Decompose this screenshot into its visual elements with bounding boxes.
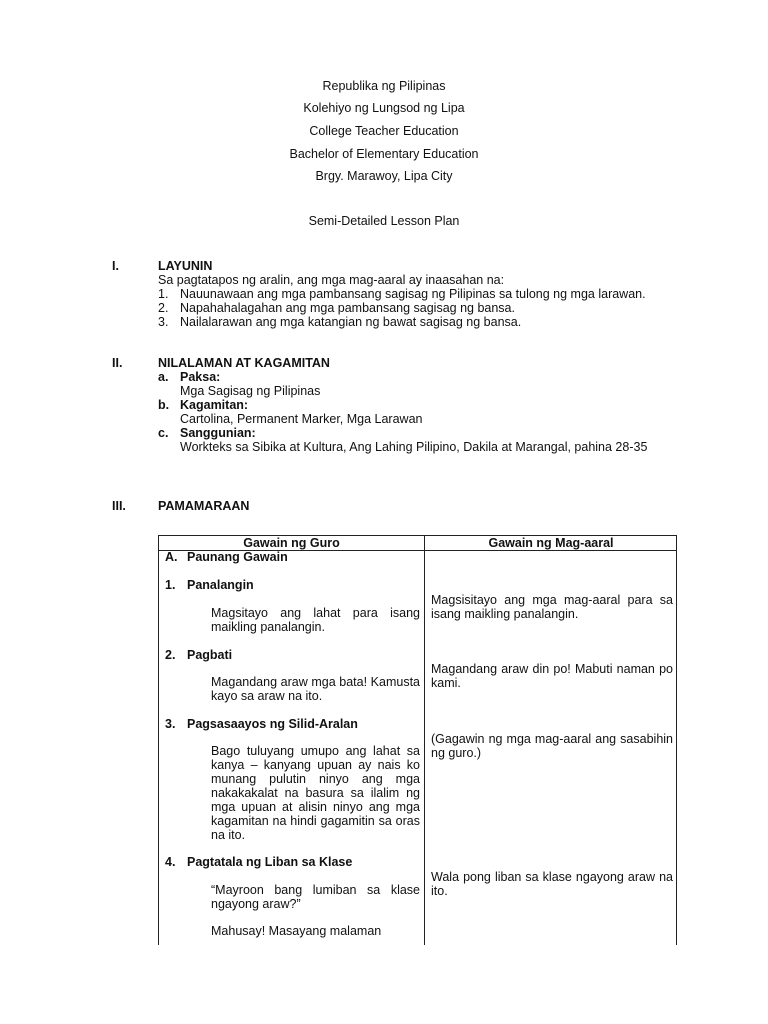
- section-2-title: NILALAMAN AT KAGAMITAN: [158, 356, 330, 370]
- step-3-magaaral-text: (Gagawin ng mga mag-aaral ang sasabihin ng guro.): [431, 732, 673, 760]
- step-title: Pagbati: [187, 648, 233, 662]
- step-number: 1.: [165, 578, 176, 592]
- objective-item: [158, 315, 678, 329]
- header-college: Kolehiyo ng Lungsod ng Lipa: [303, 101, 465, 115]
- column-header-magaaral: Gawain ng Mag-aaral: [488, 536, 614, 550]
- kagamitan-label: [158, 398, 678, 412]
- step-4-magaaral-text: Wala pong liban sa klase ngayong araw na ito.: [431, 870, 673, 898]
- sanggunian-label: [158, 426, 678, 440]
- column-header-guro: Gawain ng Guro: [243, 536, 340, 550]
- section-2-number: II.: [112, 356, 123, 370]
- step-4-guro-text-continued: Mahusay! Masayang malaman: [211, 924, 382, 938]
- objective-item: [158, 301, 678, 315]
- sanggunian-label-text: Sanggunian:: [180, 426, 256, 440]
- step-number: 2.: [165, 648, 176, 662]
- paksa-label: [158, 370, 678, 384]
- header-department: College Teacher Education: [309, 124, 459, 138]
- step-title: Panalangin: [187, 578, 254, 592]
- header-country: Republika ng Pilipinas: [322, 79, 446, 93]
- step-number: 3.: [165, 717, 176, 731]
- step-number: 4.: [165, 855, 176, 869]
- section-1-number: I.: [112, 259, 119, 273]
- paksa-letter: a.: [158, 370, 169, 384]
- section-1-intro: Sa pagtatapos ng aralin, ang mga mag-aaral ay inaasahan na:: [158, 273, 505, 287]
- step-title: Pagtatala ng Liban sa Klase: [187, 855, 353, 869]
- objective-text: Napahahalagahan ang mga pambansang sagisag ng bansa.: [180, 301, 515, 315]
- objective-text: Nailalarawan ang mga katangian ng bawat sagisag ng bansa.: [180, 315, 522, 329]
- procedure-table: [158, 535, 677, 945]
- objectives-list: [158, 287, 678, 329]
- content-sanggunian: [158, 426, 678, 454]
- step-1-guro-text: Magsitayo ang lahat para isang maikling panalangin.: [211, 606, 420, 634]
- column-divider: [424, 536, 425, 945]
- part-a-title: Paunang Gawain: [187, 550, 288, 564]
- section-3-title: PAMAMARAAN: [158, 499, 250, 513]
- part-a-heading: [165, 550, 420, 564]
- step-2-magaaral-text: Magandang araw din po! Mabuti naman po kami.: [431, 662, 673, 690]
- header-program: Bachelor of Elementary Education: [289, 147, 479, 161]
- step-4-guro-text: “Mayroon bang lumiban sa klase ngayong araw?”: [211, 883, 420, 911]
- header-address: Brgy. Marawoy, Lipa City: [315, 169, 453, 183]
- step-2-guro-text: Magandang araw mga bata! Kamusta kayo sa araw na ito.: [211, 675, 420, 703]
- sanggunian-value: Workteks sa Sibika at Kultura, Ang Lahing Pilipino, Dakila at Marangal, pahina 28-35: [180, 440, 648, 454]
- kagamitan-label-text: Kagamitan:: [180, 398, 249, 412]
- objective-number: 3.: [158, 315, 169, 329]
- objective-text: Nauunawaan ang mga pambansang sagisag ng Pilipinas sa tulong ng mga larawan.: [180, 287, 646, 301]
- sanggunian-letter: c.: [158, 426, 169, 440]
- step-1-heading: [165, 578, 420, 592]
- step-1-magaaral-text: Magsisitayo ang mga mag-aaral para sa isang maikling panalangin.: [431, 593, 673, 621]
- content-paksa: [158, 370, 678, 398]
- step-2-heading: [165, 648, 420, 662]
- objective-item: [158, 287, 678, 301]
- part-a-letter: A.: [165, 550, 178, 564]
- step-3-heading: [165, 717, 420, 731]
- step-3-guro-text: Bago tuluyang umupo ang lahat sa kanya – kanyang upuan ay nais ko munang pulutin ninyo ang mga nakakakalat na basura sa ilalim ng mga upuan at alisin ninyo ang mga kagamitan na hindi gagamitin sa oras na ito.: [211, 744, 420, 842]
- objective-number: 1.: [158, 287, 169, 301]
- kagamitan-value: Cartolina, Permanent Marker, Mga Larawan: [180, 412, 423, 426]
- kagamitan-letter: b.: [158, 398, 170, 412]
- step-4-heading: [165, 855, 420, 869]
- content-kagamitan: [158, 398, 678, 426]
- section-1-title: LAYUNIN: [158, 259, 213, 273]
- paksa-value: Mga Sagisag ng Pilipinas: [180, 384, 321, 398]
- paksa-label-text: Paksa:: [180, 370, 221, 384]
- section-3-number: III.: [112, 499, 126, 513]
- step-title: Pagsasaayos ng Silid-Aralan: [187, 717, 358, 731]
- document-title: Semi-Detailed Lesson Plan: [308, 214, 460, 228]
- objective-number: 2.: [158, 301, 169, 315]
